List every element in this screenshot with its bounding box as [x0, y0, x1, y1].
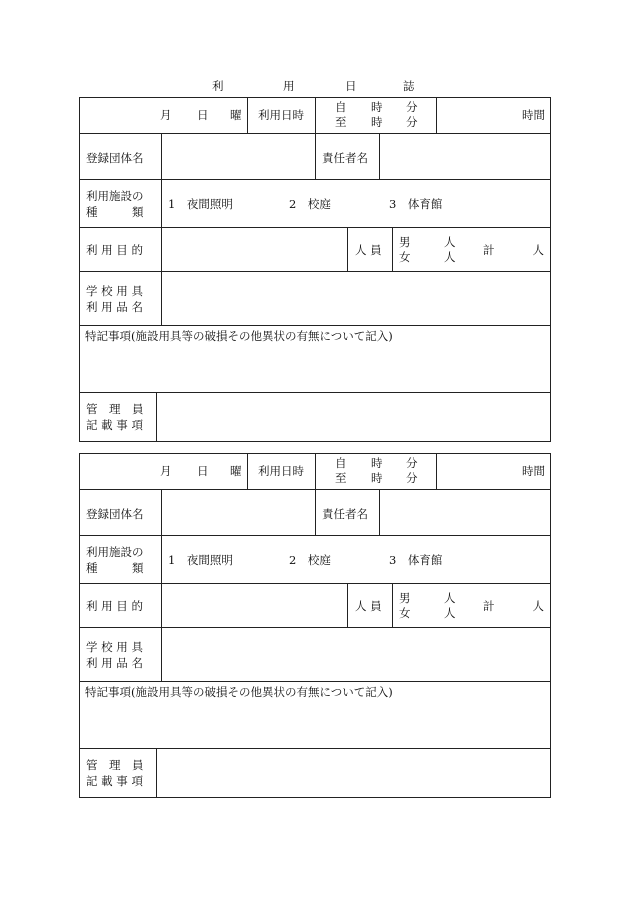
people-label: 人 員 [355, 599, 382, 613]
equipment-row [80, 627, 550, 681]
usage-datetime-label: 利用日時 [258, 108, 304, 122]
responsible-person-field[interactable] [379, 134, 550, 179]
facility-option-schoolyard[interactable]: 2 校庭 [289, 197, 331, 211]
equipment-label: 利 用 品 名 [86, 656, 143, 670]
people-count-cell[interactable] [392, 228, 550, 271]
manager-row [80, 748, 550, 797]
female-label: 女 [399, 606, 411, 620]
people-label-cell [347, 584, 392, 627]
from-label: 自 [335, 100, 347, 114]
title-char: 誌 [403, 79, 415, 93]
notes-label: 特記事項(施設用具等の破損その他異状の有無について記入) [85, 685, 393, 699]
title-char: 日 [345, 79, 357, 93]
manager-label: 管 理 員 [86, 402, 144, 416]
manager-notes-field[interactable] [156, 393, 550, 441]
org-name-label: 登録団体名 [86, 507, 144, 521]
person-unit: 人 [444, 606, 456, 620]
usage-datetime-label-cell [247, 98, 315, 133]
person-unit: 人 [444, 591, 456, 605]
date-row [80, 454, 550, 489]
facility-label: 利用施設の [86, 545, 144, 559]
facility-label: 種 類 [86, 561, 144, 575]
manager-label: 管 理 員 [86, 758, 144, 772]
total-label: 計 [483, 243, 495, 257]
day-label: 日 [197, 108, 209, 122]
person-unit: 人 [444, 235, 456, 249]
title-char: 利 [212, 79, 224, 93]
purpose-field[interactable] [161, 228, 347, 271]
hour-label: 時 [371, 115, 383, 129]
facility-option-schoolyard[interactable]: 2 校庭 [289, 553, 331, 567]
month-label: 月 [160, 108, 172, 122]
usage-log-form-1 [79, 97, 551, 442]
day-label: 日 [197, 464, 209, 478]
organization-row [80, 133, 550, 179]
purpose-field[interactable] [161, 584, 347, 627]
equipment-label: 利 用 品 名 [86, 300, 143, 314]
usage-log-form-2 [79, 453, 551, 798]
manager-row [80, 392, 550, 441]
manager-label: 記 載 事 項 [86, 774, 143, 788]
time-range-cell[interactable] [315, 454, 436, 489]
minute-label: 分 [406, 115, 418, 129]
responsible-person-label: 責任者名 [322, 151, 368, 165]
to-label: 至 [335, 115, 347, 129]
facility-option-gym[interactable]: 3 体育館 [389, 553, 443, 567]
title-char: 用 [283, 79, 295, 93]
facility-label: 種 類 [86, 205, 144, 219]
from-label: 自 [335, 456, 347, 470]
weekday-label: 曜 [230, 464, 242, 478]
facility-option-night-lighting[interactable]: 1 夜間照明 [168, 197, 233, 211]
facility-row [80, 179, 550, 227]
person-unit: 人 [444, 250, 456, 264]
org-name-field[interactable] [161, 490, 315, 535]
usage-datetime-label: 利用日時 [258, 464, 304, 478]
people-label: 人 員 [355, 243, 382, 257]
people-label-cell [347, 228, 392, 271]
time-range-cell[interactable] [315, 98, 436, 133]
hour-label: 時 [371, 100, 383, 114]
org-name-field[interactable] [161, 134, 315, 179]
minute-label: 分 [406, 456, 418, 470]
purpose-label: 利 用 目 的 [86, 599, 143, 613]
notes-row[interactable] [80, 325, 550, 392]
to-label: 至 [335, 471, 347, 485]
person-unit: 人 [532, 599, 544, 613]
date-row [80, 98, 550, 133]
manager-label: 記 載 事 項 [86, 418, 143, 432]
manager-notes-field[interactable] [156, 749, 550, 797]
person-label-cell [315, 134, 379, 179]
notes-label: 特記事項(施設用具等の破損その他異状の有無について記入) [85, 329, 393, 343]
female-label: 女 [399, 250, 411, 264]
person-label-cell [315, 490, 379, 535]
male-label: 男 [399, 235, 411, 249]
responsible-person-field[interactable] [379, 490, 550, 535]
male-label: 男 [399, 591, 411, 605]
purpose-row [80, 227, 550, 271]
person-unit: 人 [532, 243, 544, 257]
month-label: 月 [160, 464, 172, 478]
people-count-cell[interactable] [392, 584, 550, 627]
facility-label: 利用施設の [86, 189, 144, 203]
hours-unit-label: 時間 [522, 464, 545, 478]
hours-cell[interactable] [436, 454, 550, 489]
hours-unit-label: 時間 [522, 108, 545, 122]
facility-options-cell [161, 180, 550, 227]
hour-label: 時 [371, 471, 383, 485]
minute-label: 分 [406, 471, 418, 485]
hour-label: 時 [371, 456, 383, 470]
hours-cell[interactable] [436, 98, 550, 133]
facility-options-cell [161, 536, 550, 583]
org-name-label: 登録団体名 [86, 151, 144, 165]
purpose-label: 利 用 目 的 [86, 243, 143, 257]
equipment-field[interactable] [161, 628, 550, 681]
facility-option-gym[interactable]: 3 体育館 [389, 197, 443, 211]
facility-option-night-lighting[interactable]: 1 夜間照明 [168, 553, 233, 567]
purpose-row [80, 583, 550, 627]
minute-label: 分 [406, 100, 418, 114]
equipment-row [80, 271, 550, 325]
organization-row [80, 489, 550, 535]
equipment-label: 学 校 用 具 [86, 284, 143, 298]
equipment-field[interactable] [161, 272, 550, 325]
total-label: 計 [483, 599, 495, 613]
facility-row [80, 535, 550, 583]
notes-row[interactable] [80, 681, 550, 748]
responsible-person-label: 責任者名 [322, 507, 368, 521]
usage-datetime-label-cell [247, 454, 315, 489]
weekday-label: 曜 [230, 108, 242, 122]
document-title [80, 78, 552, 96]
equipment-label: 学 校 用 具 [86, 640, 143, 654]
